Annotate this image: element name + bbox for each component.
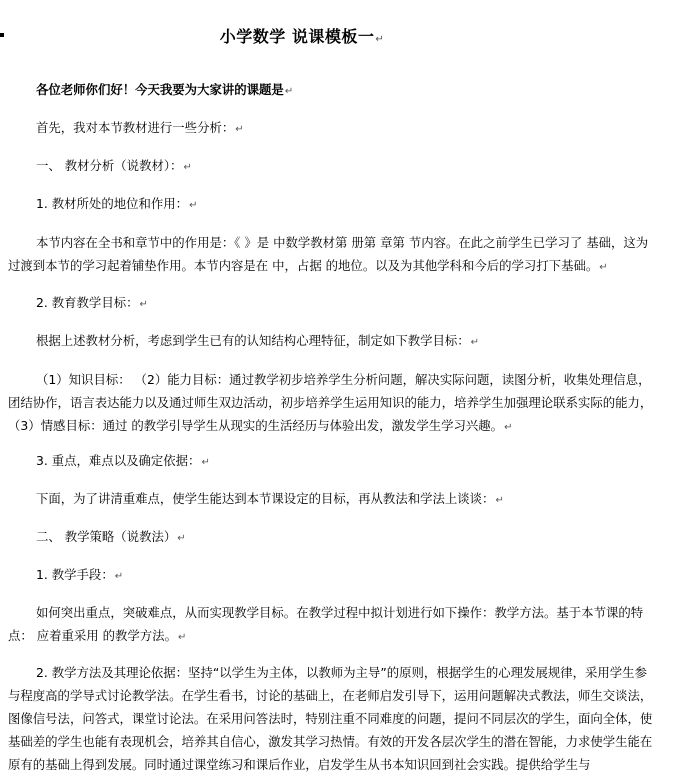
paragraph-mark-icon: ↵ xyxy=(183,162,192,173)
paragraph-text: 本节内容在全书和章节中的作用是：《 》是 中数学教材第 册第 章第 节内容。在此之前学生已学习了 基础，这为过渡到本节的学习起着铺垫作用。本节内容是在 中，占据 的地位。以及为其他学科和今后的学习打下基础。 xyxy=(8,235,649,273)
paragraph-text: 二、 教学策略（说教法） xyxy=(36,529,177,544)
means-paragraph xyxy=(8,601,653,649)
paragraph-mark-icon: ↵ xyxy=(470,337,480,348)
greeting-paragraph xyxy=(8,78,653,103)
paragraph-mark-icon: ↵ xyxy=(189,200,198,211)
subheading-key-points xyxy=(8,449,653,474)
paragraph-text: 下面，为了讲清重难点，使学生能达到本节课设定的目标，再从教法和学法上谈谈： xyxy=(36,491,495,506)
paragraph-mark-icon: ↵ xyxy=(599,262,608,273)
paragraph-mark-icon: ↵ xyxy=(284,86,294,97)
document-title xyxy=(0,24,604,47)
section-heading-textbook xyxy=(8,154,653,179)
document-title-text: 小学数学 说课模板一 xyxy=(219,27,375,46)
paragraph-mark-icon: ↵ xyxy=(139,299,148,310)
paragraph-mark-icon: ↵ xyxy=(177,533,186,544)
paragraph-mark-icon: ↵ xyxy=(235,124,244,135)
paragraph-text: 如何突出重点，突破难点，从而实现教学目标。在教学过程中拟计划进行如下操作：教学方法。基于本节课的特点： 应着重采用 的教学方法。 xyxy=(8,605,644,643)
paragraph-text: 各位老师你们好！今天我要为大家讲的课题是 xyxy=(36,82,284,97)
goals-intro-paragraph xyxy=(8,329,653,354)
paragraph-text: 首先，我对本节教材进行一些分析： xyxy=(36,120,235,135)
paragraph-mark-icon: ↵ xyxy=(495,495,504,506)
paragraph-text: （1）知识目标： （2）能力目标：通过教学初步培养学生分析问题，解决实际问题，读图分析，收集处理信息，团结协作，语言表达能力以及通过师生双边活动，初步培养学生运用知识的能力，培养学生加强理论联系实际的能力，（3）情感目标：通过 的教学引导学生从现实的生活经历与体验出发，激发学生学习兴趣。 xyxy=(8,372,653,433)
goals-detail-paragraph xyxy=(8,368,653,439)
method-theory-paragraph xyxy=(8,661,653,776)
paragraph-text: 2. 教育教学目标： xyxy=(36,295,139,310)
paragraph-text: 根据上述教材分析，考虑到学生已有的认知结构心理特征，制定如下教学目标： xyxy=(36,333,470,348)
content-role-paragraph xyxy=(8,231,653,279)
subheading-goals xyxy=(8,291,653,316)
section-heading-method xyxy=(8,525,653,550)
subheading-means xyxy=(8,563,653,588)
paragraph-mark-icon: ↵ xyxy=(375,34,385,45)
paragraph-mark-icon: ↵ xyxy=(201,457,210,468)
paragraph-text: 1. 教学手段： xyxy=(36,567,114,582)
paragraph-text: 1. 教材所处的地位和作用： xyxy=(36,196,189,211)
paragraph-text: 3. 重点，难点以及确定依据： xyxy=(36,453,201,468)
intro-paragraph xyxy=(8,116,653,141)
transition-paragraph xyxy=(8,487,653,512)
paragraph-mark-icon: ↵ xyxy=(177,632,187,643)
paragraph-text: 一、 教材分析（说教材）： xyxy=(36,158,183,173)
subheading-position xyxy=(8,192,653,217)
paragraph-mark-icon: ↵ xyxy=(504,422,513,433)
paragraph-text: 2. 教学方法及其理论依据：坚持“以学生为主体，以教师为主导”的原则，根据学生的心理发展规律，采用学生参与程度高的学导式讨论教学法。在学生看书，讨论的基础上，在老师启发引导下，运用问题解决式教法，师生交谈法，图像信号法，问答式，课堂讨论法。在采用问答法时，特别注重不同难度的问题，提问不同层次的学生，面向全体，使基础差的学生也能有表现机会，培养其自信心，激发其学习热情。有效的开发各层次学生的潜在智能，力求使学生能在原有的基础上得到发展。同时通过课堂练习和课后作业，启发学生从书本知识回到社会实践。提供给学生与 xyxy=(8,665,653,772)
paragraph-mark-icon: ↵ xyxy=(114,571,124,582)
